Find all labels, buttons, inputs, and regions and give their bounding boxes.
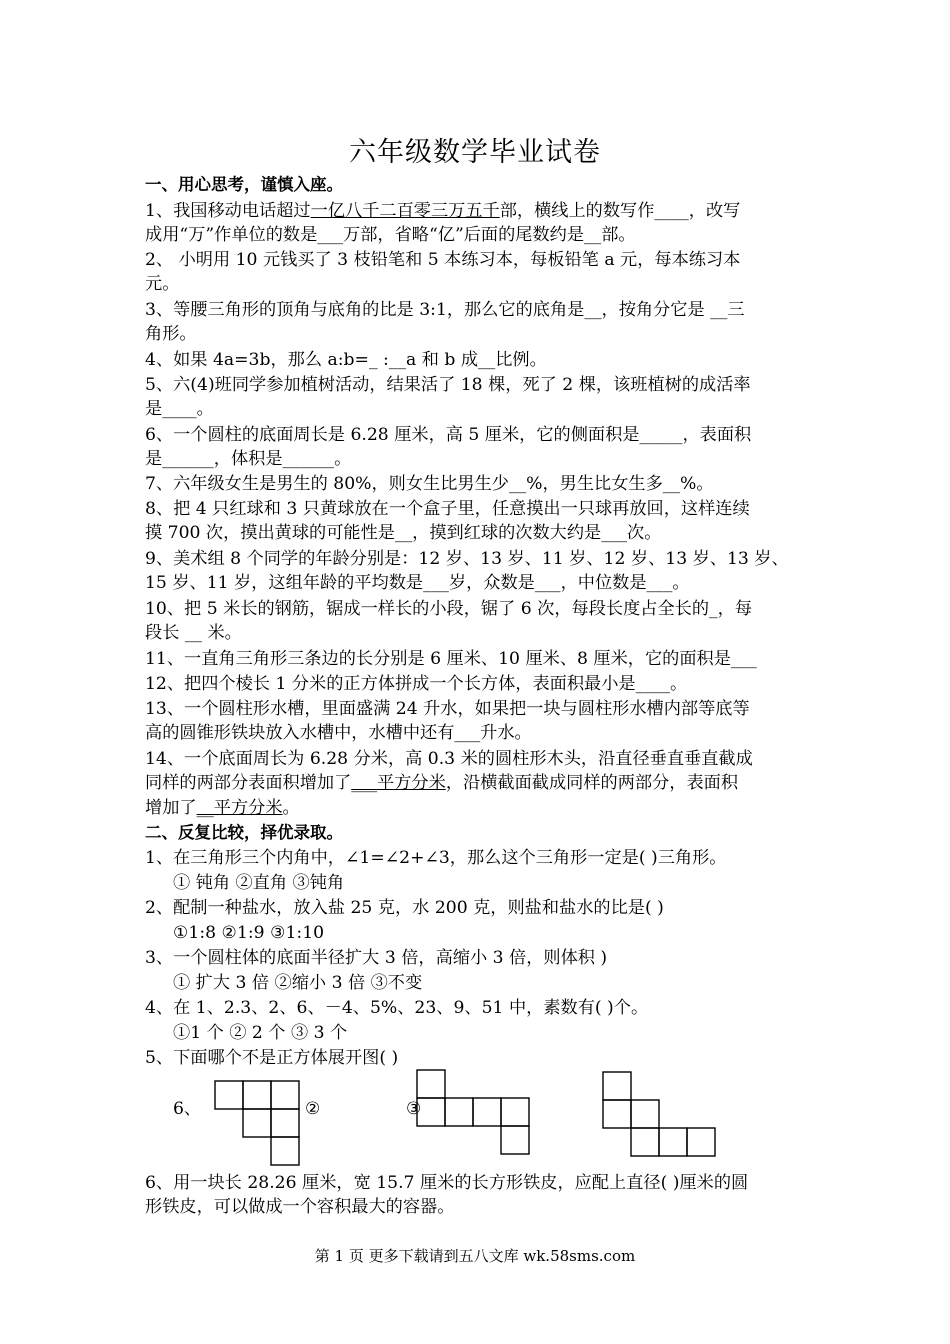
choice-question-3: 3、一个圆柱体的底面半径扩大 3 倍，高缩小 3 倍，则体积 ) [145, 948, 608, 968]
choice-question-2-options: ①1:8 ②1:9 ③1:10 [173, 923, 325, 943]
choice-question-4: 4、在 1、2.3、2、6、－4、5%、23、9、51 中，素数有( )个。 [145, 998, 649, 1018]
section-heading-2: 二、反复比较，择优录取。 [145, 823, 343, 842]
question-14-line-2: 同样的两部分表面积增加了___平方分米，沿横截面截成同样的两部分，表面积 [145, 773, 739, 793]
cube-net-b [417, 1070, 529, 1154]
question-2-line-1: 2、 小明用 10 元钱买了 3 枝铅笔和 5 本练习本，每板铅笔 a 元，每本练习本 [145, 250, 741, 270]
choice-question-4-options: ①1 个 ② 2 个 ③ 3 个 [173, 1023, 348, 1043]
question-8-line-2: 摸 700 次，摸出黄球的可能性是__，摸到红球的次数大约是___次。 [145, 523, 662, 543]
choice-question-6-line-2: 形铁皮，可以做成一个容积最大的容器。 [145, 1197, 455, 1217]
choice-question-6-line-1: 6、用一块长 28.26 厘米，宽 15.7 厘米的长方形铁皮，应配上直径( )厘米的圆 [145, 1173, 749, 1193]
question-8-line-1: 8、把 4 只红球和 3 只黄球放在一个盒子里，任意摸出一只球再放回，这样连续 [145, 499, 750, 519]
page-title: 六年级数学毕业试卷 [349, 137, 601, 168]
question-14-line-1: 14、一个底面周长为 6.28 分米，高 0.3 米的圆柱形木头，沿直径垂直垂直截成 [145, 749, 753, 769]
question-2-line-2: 元。 [145, 274, 180, 294]
question-10-line-2: 段长 __ 米。 [145, 623, 242, 643]
question-3-line-1: 3、等腰三角形的顶角与底角的比是 3:1，那么它的底角是__，按角分它是 __三 [145, 300, 745, 320]
cube-net-a [215, 1081, 299, 1165]
choice-question-1: 1、在三角形三个内角中，∠1=∠2+∠3，那么这个三角形一定是( )三角形。 [145, 848, 727, 868]
question-6-line-2: 是______，体积是______。 [145, 449, 352, 469]
choice-question-5: 5、下面哪个不是正方体展开图( ) [145, 1048, 399, 1068]
question-11: 11、一直角三角形三条边的长分别是 6 厘米、10 厘米、8 厘米，它的面积是___ [145, 649, 757, 669]
question-6-line-1: 6、一个圆柱的底面周长是 6.28 厘米，高 5 厘米，它的侧面积是_____，表面积 [145, 425, 752, 445]
question-1-line-1: 1、我国移动电话超过一亿八千二百零三万五千部，横线上的数写作____，改写 [145, 201, 741, 221]
question-5-line-1: 5、六(4)班同学参加植树活动，结果活了 18 棵，死了 2 棵，该班植树的成活率 [145, 375, 751, 395]
question-10-line-1: 10、把 5 米长的钢筋，锯成一样长的小段，锯了 6 次，每段长度占全长的_，每 [145, 599, 753, 619]
question-9-line-2: 15 岁、11 岁，这组年龄的平均数是___岁，众数是___，中位数是___。 [145, 573, 690, 593]
choice-question-3-options: ① 扩大 3 倍 ②缩小 3 倍 ③不变 [173, 973, 423, 993]
question-12: 12、把四个棱长 1 分米的正方体拼成一个长方体，表面积最小是____。 [145, 674, 688, 694]
question-14-line-3: 增加了__平方分米。 [145, 798, 300, 818]
question-13-line-2: 高的圆锥形铁块放入水槽中，水槽中还有___升水。 [145, 723, 532, 743]
question-3-line-2: 角形。 [145, 324, 197, 344]
figure-label-b: ② [305, 1099, 321, 1119]
question-4: 4、如果 4a=3b，那么 a:b=_ :__a 和 b 成__比例。 [145, 350, 547, 370]
question-7: 7、六年级女生是男生的 80%，则女生比男生少__%，男生比女生多__%。 [145, 474, 714, 494]
figure-label-c: ③ [406, 1099, 422, 1119]
question-9-line-1: 9、美术组 8 个同学的年龄分别是：12 岁、13 岁、11 岁、12 岁、13 岁、13 岁、 [145, 549, 789, 569]
question-5-line-2: 是____。 [145, 399, 214, 419]
cube-net-c [603, 1072, 715, 1156]
page-footer: 第 1 页 更多下载请到五八文库 wk.58sms.com [314, 1247, 636, 1265]
question-13-line-1: 13、一个圆柱形水槽，里面盛满 24 升水，如果把一块与圆柱形水槽内部等底等 [145, 699, 750, 719]
choice-question-2: 2、配制一种盐水，放入盐 25 克，水 200 克，则盐和盐水的比是( ) [145, 898, 664, 918]
section-heading-1: 一、用心思考，谨慎入座。 [145, 175, 343, 194]
question-1-line-2: 成用“万”作单位的数是___万部，省略“亿”后面的尾数约是__部。 [145, 225, 636, 245]
figure-label-a: 6、 [173, 1099, 202, 1119]
choice-question-1-options: ① 钝角 ②直角 ③钝角 [173, 873, 345, 893]
